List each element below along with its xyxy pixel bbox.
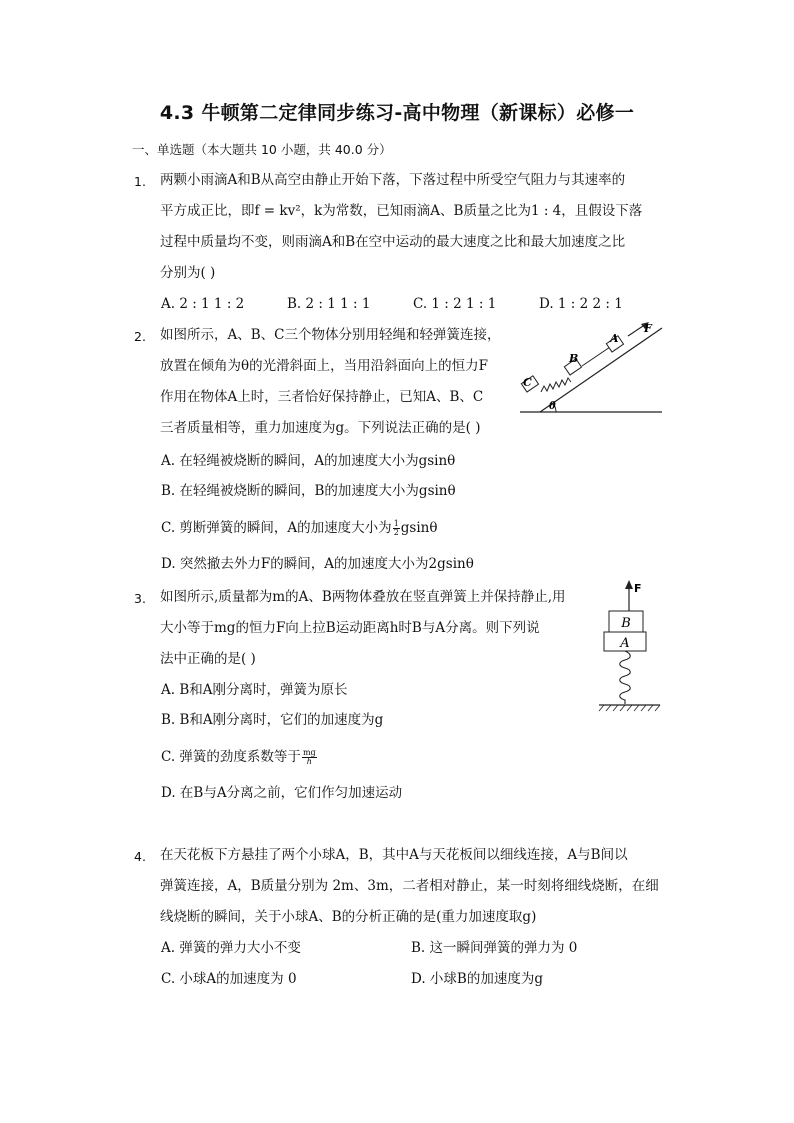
- option-a[interactable]: A. 2 : 1 1 : 2: [161, 296, 245, 312]
- question-text-line: 两颗小雨滴A和B从高空由静止开始下落，下落过程中所受空气阻力与其速率的: [160, 172, 626, 188]
- label-a: A: [620, 636, 630, 651]
- question-text-line: 大小等于mg的恒力F向上拉B运动距离h时B与A分离。则下列说: [160, 620, 540, 636]
- option-b[interactable]: B. 这一瞬间弹簧的弹力为 0: [411, 940, 578, 956]
- label-c: C: [523, 376, 532, 389]
- page-title: 4.3 牛顿第二定律同步练习-高中物理（新课标）必修一: [159, 102, 635, 124]
- question-text-line: 在天花板下方悬挂了两个小球A，B，其中A与天花板间以细线连接，A与B间以: [160, 847, 628, 863]
- option-a[interactable]: A. B和A刚分离时，弹簧为原长: [161, 682, 348, 698]
- label-f: F: [634, 582, 642, 595]
- option-c[interactable]: C. 小球A的加速度为 0: [161, 971, 297, 987]
- option-text: C. 弹簧的劲度系数等于: [161, 749, 301, 765]
- question-number: 2.: [134, 329, 146, 344]
- section-heading: 一、单选题（本大题共 10 小题，共 40.0 分）: [132, 142, 392, 157]
- fraction: [393, 520, 400, 537]
- option-c[interactable]: [161, 749, 318, 766]
- option-d[interactable]: D. 突然撤去外力F的瞬间，A的加速度大小为2gsinθ: [161, 556, 474, 572]
- option-b[interactable]: B. 在轻绳被烧断的瞬间，B的加速度大小为gsinθ: [161, 483, 456, 499]
- theta-label: θ: [549, 401, 556, 412]
- option-text-tail: gsinθ: [400, 520, 438, 536]
- fraction-denominator: 2: [393, 528, 399, 537]
- label-f: F: [644, 322, 652, 335]
- incline-figure: [520, 320, 665, 415]
- rope-line: [582, 345, 613, 366]
- incline-surface: [540, 328, 662, 412]
- question-text-line: 平方成正比，即f = kv²，k为常数，已知雨滴A、B质量之比为1 : 4，且假设下落: [160, 203, 643, 219]
- question-number: 1.: [134, 174, 146, 189]
- question-text-line: 分别为( ): [160, 265, 216, 281]
- fraction-numerator: mg: [302, 748, 316, 757]
- option-d[interactable]: D. 1 : 2 2 : 1: [539, 296, 623, 312]
- spring-icon: [541, 378, 571, 392]
- option-text: C. 剪断弹簧的瞬间，A的加速度大小为: [161, 520, 392, 536]
- fraction: [302, 749, 317, 766]
- question-text-line: 过程中质量均不变，则雨滴A和B在空中运动的最大速度之比和最大加速度之比: [160, 234, 626, 250]
- fraction-numerator: 1: [393, 519, 399, 528]
- option-a[interactable]: A. 弹簧的弹力大小不变: [161, 940, 301, 956]
- option-c[interactable]: C. 1 : 2 1 : 1: [413, 296, 497, 312]
- option-a[interactable]: A. 在轻绳被烧断的瞬间，A的加速度大小为gsinθ: [161, 453, 456, 469]
- option-c[interactable]: [161, 520, 438, 537]
- ground-hatch: [599, 705, 660, 711]
- question-text-line: 法中正确的是( ): [160, 651, 256, 667]
- question-text-line: 弹簧连接，A，B质量分别为 2m、3m，二者相对静止，某一时刻将细线烧断，在细: [160, 878, 659, 894]
- label-b: B: [569, 352, 579, 365]
- spring-stack-figure: [594, 578, 664, 718]
- fraction-denominator: h: [306, 757, 312, 766]
- arrowhead-icon: [625, 580, 633, 589]
- question-text-line: 如图所示，A、B、C三个物体分别用轻绳和轻弹簧连接，: [160, 327, 501, 343]
- question-number: 3.: [134, 591, 146, 606]
- question-text-line: 线烧断的瞬间，关于小球A、B的分析正确的是(重力加速度取g): [160, 909, 537, 925]
- option-d[interactable]: D. 在B与A分离之前，它们作匀加速运动: [161, 785, 403, 801]
- question-text-line: 如图所示,质量都为m的A、B两物体叠放在竖直弹簧上并保持静止,用: [160, 589, 566, 605]
- option-b[interactable]: B. 2 : 1 1 : 1: [287, 296, 371, 312]
- question-text-line: 作用在物体A上时，三者恰好保持静止，已知A、B、C: [160, 389, 484, 405]
- question-text-line: 三者质量相等，重力加速度为g。下列说法正确的是( ): [160, 420, 481, 436]
- spring-icon: [620, 651, 631, 704]
- option-d[interactable]: D. 小球B的加速度为g: [411, 971, 543, 987]
- question-text-line: 放置在倾角为θ的光滑斜面上，当用沿斜面向上的恒力F: [160, 358, 488, 374]
- question-number: 4.: [134, 849, 146, 864]
- label-b: B: [621, 616, 631, 631]
- option-b[interactable]: B. B和A刚分离时，它们的加速度为g: [161, 712, 384, 728]
- label-a: A: [610, 332, 619, 345]
